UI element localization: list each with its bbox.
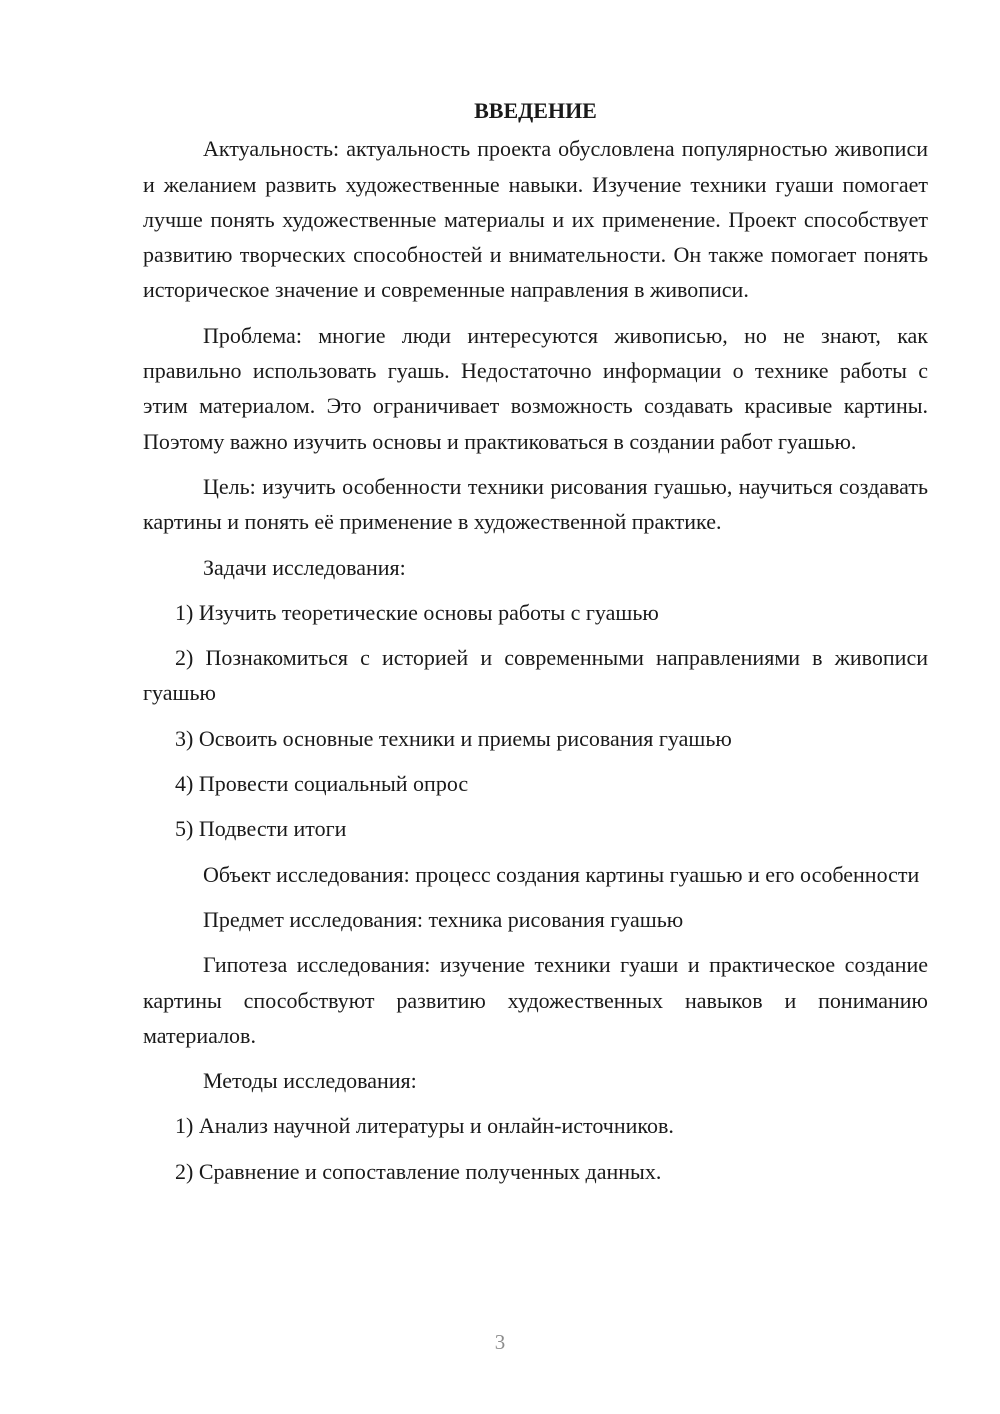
subject-paragraph: Предмет исследования: техника рисования гуашью xyxy=(203,906,684,932)
page-title: ВВЕДЕНИЕ xyxy=(474,98,597,123)
page-number: 3 xyxy=(494,1330,506,1354)
methods-heading: Методы исследования: xyxy=(203,1068,417,1094)
tasks-heading: Задачи исследования: xyxy=(203,554,406,580)
task-item: 5) Подвести итоги xyxy=(175,816,347,842)
task-item: 1) Изучить теоретические основы работы с гуашью xyxy=(175,599,659,625)
hypothesis-paragraph: Гипотеза исследования: изучение техники гуаши и практическое создание картины способствуют развитию художественных навыков и пониманию материалов. xyxy=(143,952,928,1048)
goal-paragraph: Цель: изучить особенности техники рисования гуашью, научиться создавать картины и понять её применение в художественной практике. xyxy=(143,473,928,535)
task-item: 4) Провести социальный опрос xyxy=(175,771,469,797)
method-item: 2) Сравнение и сопоставление полученных данных. xyxy=(175,1158,662,1184)
relevance-paragraph: Актуальность: актуальность проекта обусловлена популярностью живописи и желанием развить художественные навыки. Изучение техники гуаши помогает лучше понять художественные материалы и их применение. Проект способствует развитию творческих способностей и внимательности. Он также помогает понять историческое значение и современные направления в живописи. xyxy=(143,136,928,303)
task-item: 2) Познакомиться с историей и современными направлениями в живописи гуашью xyxy=(143,645,928,706)
problem-paragraph: Проблема: многие люди интересуются живописью, но не знают, как правильно использовать гуашь. Недостаточно информации о технике работы с этим материалом. Это ограничивает возможность создавать красивые картины. Поэтому важно изучить основы и практиковаться в создании работ гуашью. xyxy=(143,322,928,454)
page-content xyxy=(143,93,928,1199)
object-paragraph: Объект исследования: процесс создания картины гуашью и его особенности xyxy=(203,861,920,887)
method-item: 1) Анализ научной литературы и онлайн-источников. xyxy=(175,1113,674,1139)
task-item: 3) Освоить основные техники и приемы рисования гуашью xyxy=(175,725,732,751)
